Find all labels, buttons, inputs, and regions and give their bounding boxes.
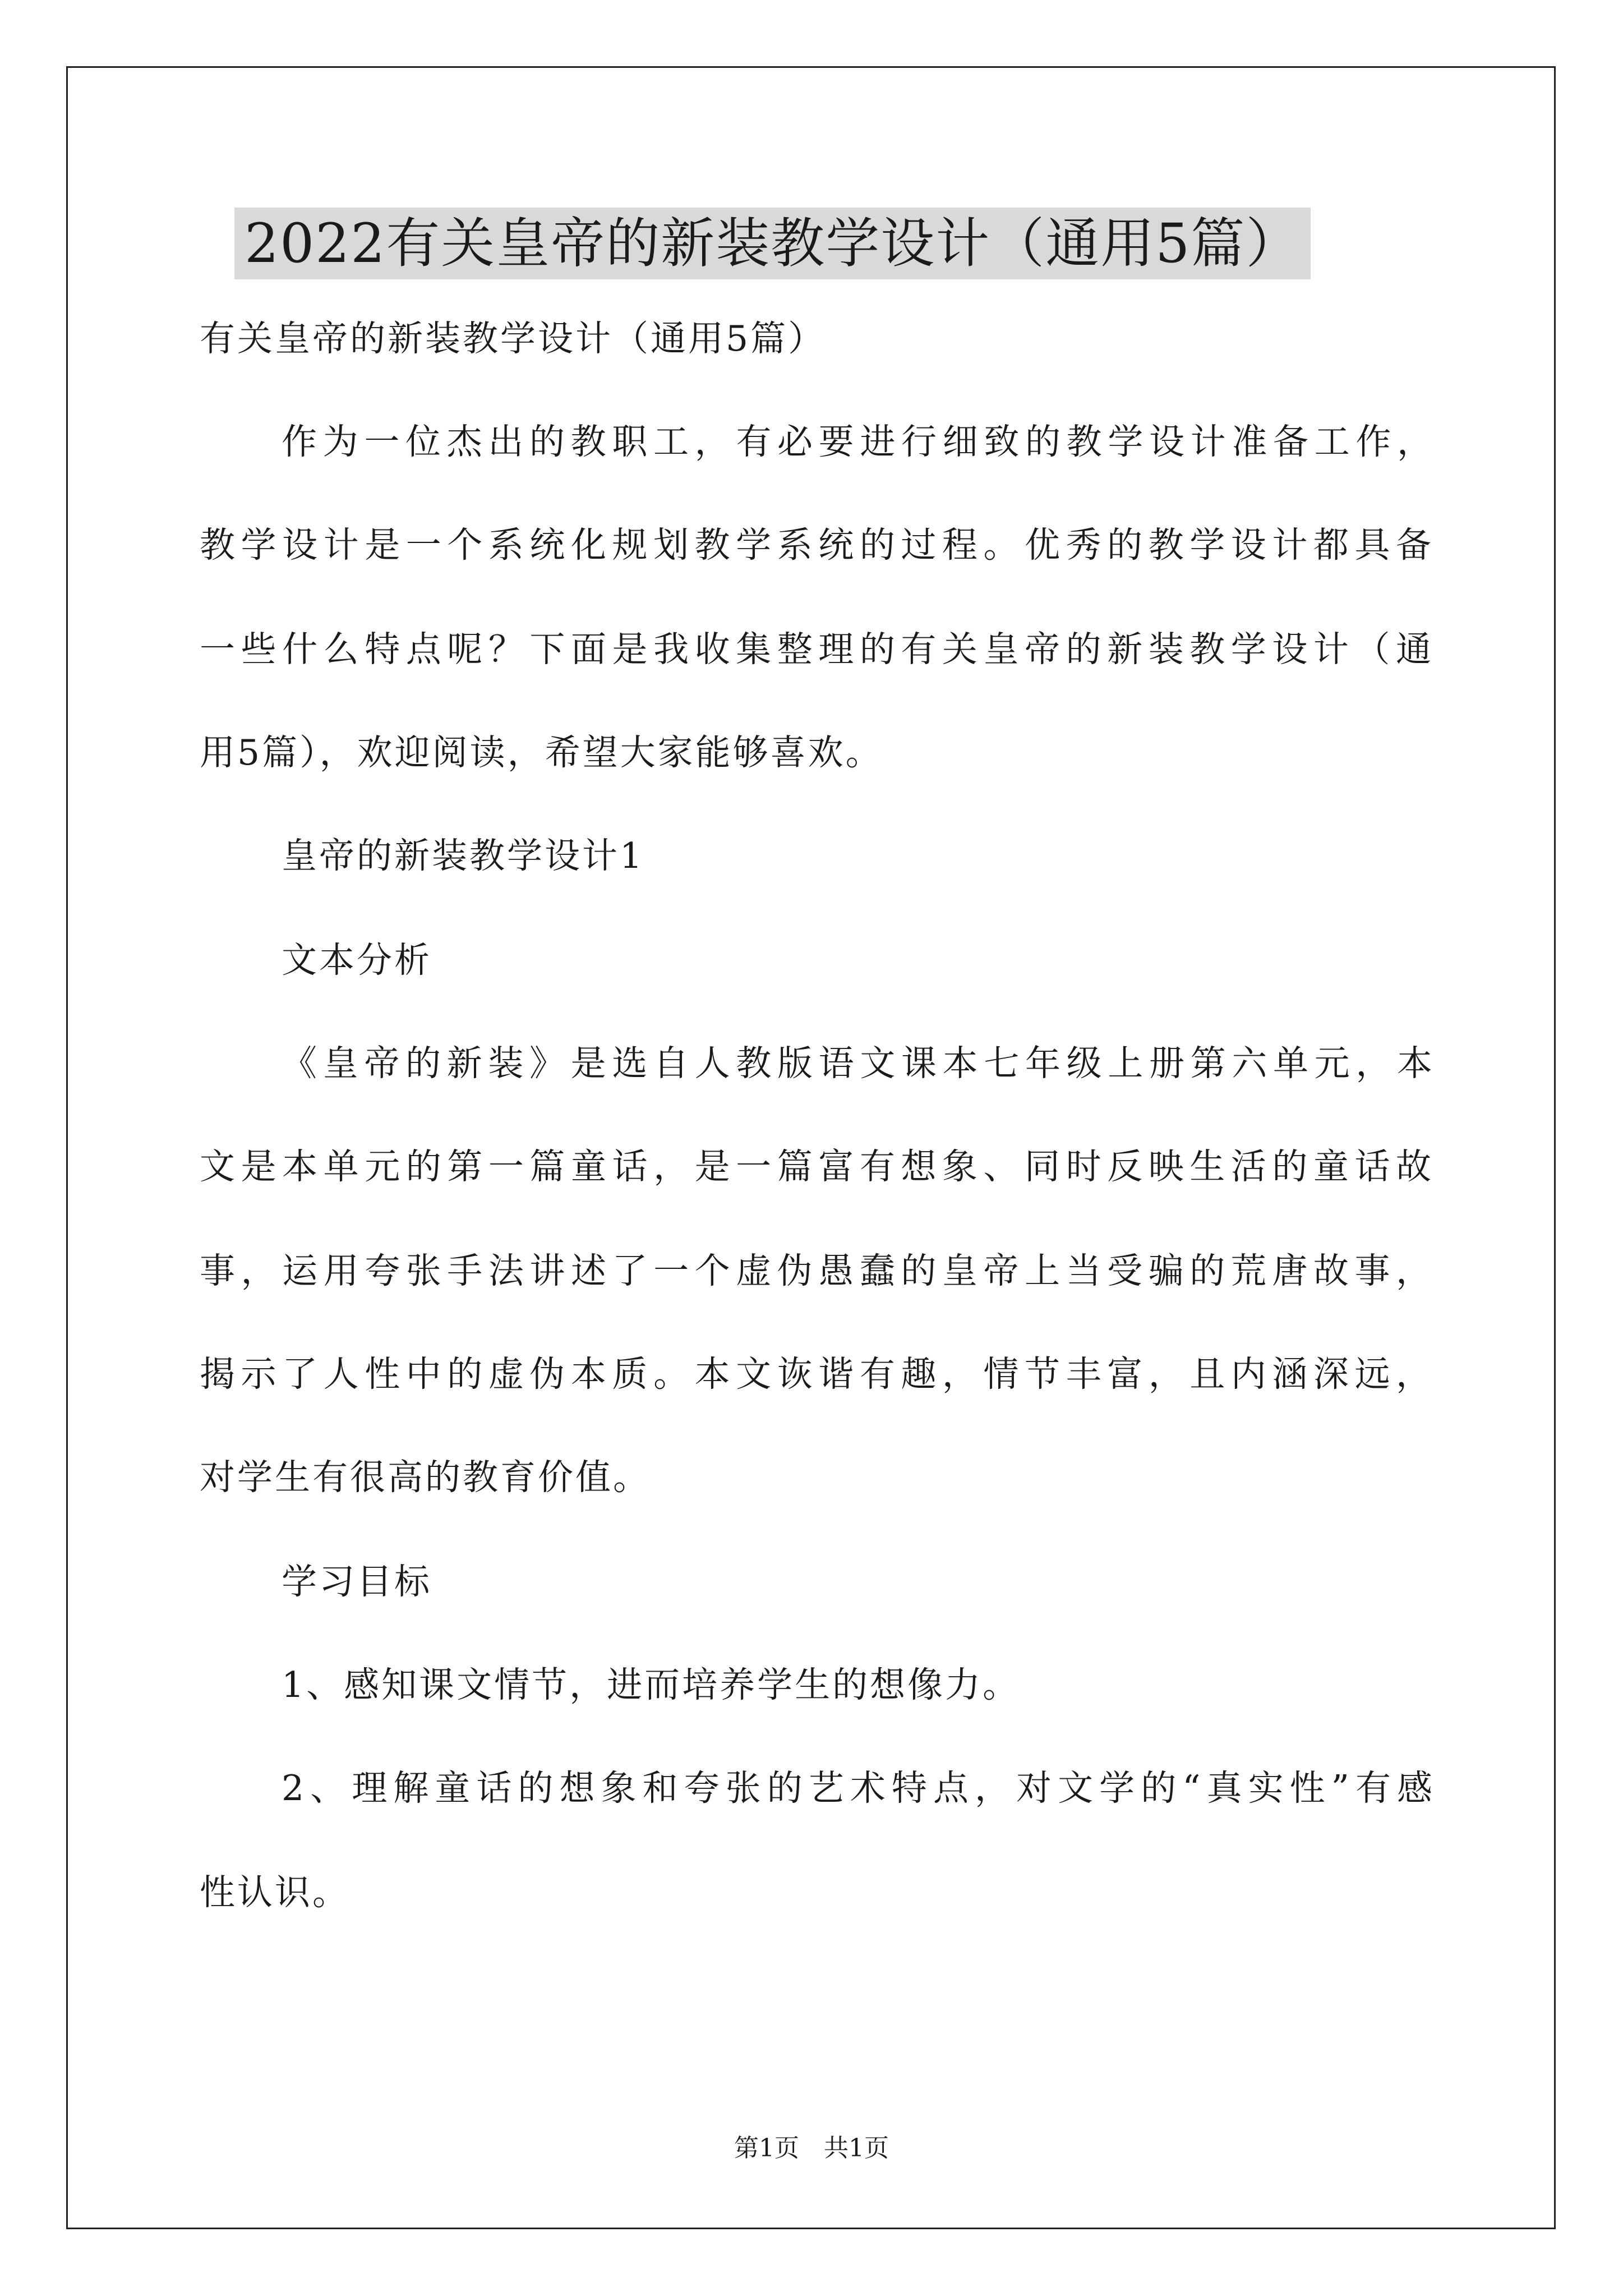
section-heading: 文本分析 xyxy=(282,940,432,981)
list-item-continuation: 性认识。 xyxy=(200,1872,350,1913)
body-paragraph: 教学设计是一个系统化规划教学系统的过程。优秀的教学设计都具备 xyxy=(200,524,1433,565)
body-paragraph: 用5篇），欢迎阅读，希望大家能够喜欢。 xyxy=(200,732,883,773)
body-paragraph: 文是本单元的第一篇童话，是一篇富有想象、同时反映生活的童话故 xyxy=(200,1146,1433,1187)
subtitle-paragraph: 有关皇帝的新装教学设计（通用5篇） xyxy=(200,318,826,359)
page-footer: 第1页 共1页 xyxy=(734,2134,889,2162)
section-heading: 学习目标 xyxy=(282,1561,432,1602)
body-paragraph: 作为一位杰出的教职工，有必要进行细致的教学设计准备工作， xyxy=(282,421,1435,462)
list-item: 2、理解童话的想象和夸张的艺术特点，对文学的“真实性”有感 xyxy=(282,1768,1435,1809)
body-paragraph: 对学生有很高的教育价值。 xyxy=(200,1457,651,1498)
body-paragraph: 《皇帝的新装》是选自人教版语文课本七年级上册第六单元，本 xyxy=(282,1043,1435,1084)
document-title: 2022有关皇帝的新装教学设计（通用5篇） xyxy=(234,208,1311,279)
body-paragraph: 事，运用夸张手法讲述了一个虚伪愚蠢的皇帝上当受骗的荒唐故事， xyxy=(200,1250,1433,1291)
section-heading: 皇帝的新装教学设计1 xyxy=(282,835,645,876)
body-paragraph: 一些什么特点呢？下面是我收集整理的有关皇帝的新装教学设计（通 xyxy=(200,629,1433,670)
list-item: 1、感知课文情节，进而培养学生的想像力。 xyxy=(282,1664,1021,1705)
body-paragraph: 揭示了人性中的虚伪本质。本文诙谐有趣，情节丰富，且内涵深远， xyxy=(200,1354,1433,1395)
